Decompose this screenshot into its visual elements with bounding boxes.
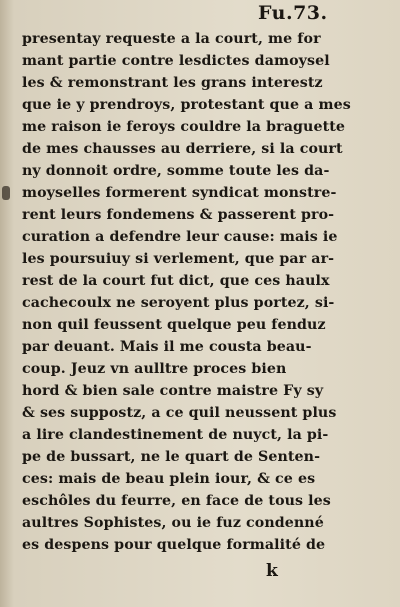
text-line: presentay requeste a la court, me for <box>22 31 321 47</box>
text-line: par deuant. Mais il me cousta beau- <box>22 339 312 355</box>
text-line: aultres Sophistes, ou ie fuz condenné <box>22 515 324 531</box>
text-line: de mes chausses au derriere, si la court <box>22 141 343 157</box>
text-line: non quil feussent quelque peu fenduz <box>22 317 326 333</box>
text-line: rest de la court fut dict, que ces haulx <box>22 273 330 289</box>
text-block <box>22 28 352 556</box>
folio-number: Fu.73. <box>258 2 328 24</box>
text-line: les poursuiuy si verlement, que par ar- <box>22 251 335 267</box>
text-line: les & remonstrant les grans interestz <box>22 75 323 91</box>
text-line: es despens pour quelque formalité de <box>22 537 326 553</box>
text-line: cachecoulx ne seroyent plus portez, si- <box>22 295 335 311</box>
text-line: que ie y prendroys, protestant que a mes <box>22 97 351 113</box>
text-line: me raison ie feroys couldre la braguette <box>22 119 346 135</box>
text-line: hord & bien sale contre maistre Fy sy <box>22 383 324 399</box>
text-line: ny donnoit ordre, somme toute les da- <box>22 163 330 179</box>
signature-mark: k <box>266 561 278 581</box>
text-line: a lire clandestinement de nuyct, la pi- <box>22 427 329 443</box>
text-line: curation a defendre leur cause: mais ie <box>22 229 338 245</box>
margin-mark <box>2 186 10 200</box>
text-line: pe de bussart, ne le quart de Senten- <box>22 449 321 465</box>
text-line: ces: mais de beau plein iour, & ce es <box>22 471 316 487</box>
text-line: eschôles du feurre, en face de tous les <box>22 493 331 509</box>
text-line: mant partie contre lesdictes damoysel <box>22 53 330 69</box>
text-line: & ses suppostz, a ce quil neussent plus <box>22 405 337 421</box>
text-line: rent leurs fondemens & passerent pro- <box>22 207 335 223</box>
text-line: coup. Jeuz vn aulltre proces bien <box>22 361 287 377</box>
text-line: moyselles formerent syndicat monstre- <box>22 185 337 201</box>
